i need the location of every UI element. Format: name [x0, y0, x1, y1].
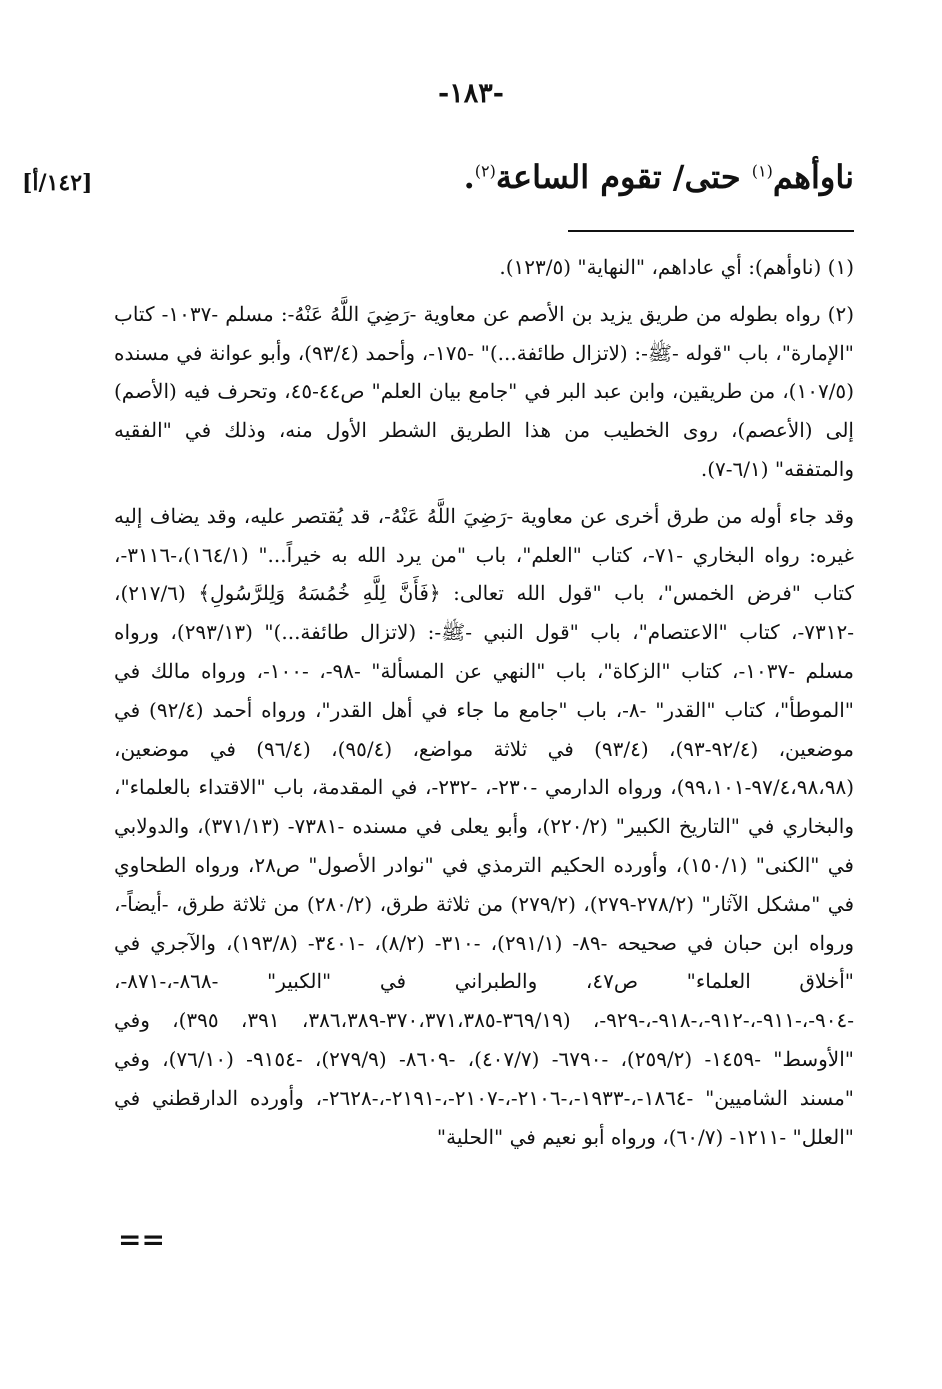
main-text-before: ناوأهم — [772, 158, 854, 196]
continuation-mark: == — [118, 1223, 165, 1256]
page-number: -١٨٣- — [438, 78, 504, 109]
footnote-ref-2: (٢) — [474, 161, 496, 181]
footnote-2: (٢) رواه بطوله من طريق يزيد بن الأصم عن معاوية -رَضِيَ اللَّهُ عَنْهُ-: مسلم -١٠٣٧- كتاب "الإمارة"، باب "قوله -ﷺ-: (لاتزال طائفة...)" -١٧٥-، وأحمد (٩٣/٤)، وأبو عوانة في مسنده (١٠٧/٥)، من طريقين، وابن عبد البر في "جامع بيان العلم" ص٤٤-٤٥، وتحرف فيه (الأصم) إلى (الأعصم)، روى الخطيب من هذا الطريق الشطر الأول منه، وذلك في "الفقيه والمتفقه" (٦/١-٧). — [114, 301, 854, 481]
main-text-line — [94, 158, 854, 196]
footnote-ref-1: (١) — [751, 161, 773, 181]
footnote-2-continuation: وقد جاء أوله من طرق أخرى عن معاوية -رَضِيَ اللَّهُ عَنْهُ-، قد يُقتصر عليه، وقد يضاف إليه غيره: رواه البخاري -٧١-، كتاب "العلم"، باب "من يرد الله به خيراً..." (١٦٤/١)،-٣١١٦-، كتاب "فرض الخمس"، باب "قول الله تعالى: ﴿فَأَنَّ لِلَّهِ خُمُسَهُ وَلِلرَّسُولِ﴾ (٢١٧/٦)، -٧٣١٢-، كتاب "الاعتصام"، باب "قول النبي -ﷺ-: (لاتزال طائفة...)" (٢٩٣/١٣)، ورواه مسلم -١٠٣٧-، كتاب "الزكاة"، باب "النهي عن المسألة" -٩٨-، -١٠٠-، ورواه مالك في "الموطأ"، كتاب "القدر" -٨-، باب "جامع ما جاء في أهل القدر"، ورواه أحمد (٩٢/٤) في موضعين، (٩٢/٤-٩٣)، (٩٣/٤) في ثلاثة مواضع، (٩٥/٤)، (٩٦/٤) في موضعين، (٩٧/٤،٩٨،٩٨-٩٩،١٠١)، ورواه الدارمي -٢٣٠-، -٢٣٢-، في المقدمة، باب "الاقتداء بالعلماء"، والبخاري في "التاريخ الكبير" (٢٢٠/٢)، وأبو يعلى في مسنده -٧٣٨١- (٣٧١/١٣)، والدولابي في "الكنى" (١٥٠/١)، وأورده الحكيم الترمذي في "نوادر الأصول" ص٢٨، ورواه الطحاوي في "مشكل الآثار" (٢٧٨/٢-٢٧٩)، (٢٧٩/٢) من ثلاثة طرق، (٢٨٠/٢) من ثلاثة طرق، -أيضاً-، ورواه ابن حبان في صحيحه -٨٩- (٢٩١/١)، -٣١٠- (٨/٢)، -٣٤٠١- (١٩٣/٨)، والآجري في "أخلاق العلماء" ص٤٧، والطبراني في "الكبير" -٨٦٨-،-٨٧١-، -٩٠٤-،-٩١١-،-٩١٢-،-٩١٨-،-٩٢٩-، (٣٦٩/١٩-٣٧٠،٣٧١،٣٨٥-٣٨٦،٣٨٩، ٣٩١، ٣٩٥)، وفي "الأوسط" -١٤٥٩- (٢٥٩/٢)، -٦٧٩٠- (٤٠٧/٧)، -٨٦٠٩- (٢٧٩/٩)، -٩١٥٤- (٧٦/١٠)، وفي "مسند الشاميين" -١٨٦٤-،-١٩٣٣-،-٢١٠٦-،-٢١٠٧-،-٢١٩١-،-٢٦٢٨-، وأورده الدارقطني في "العلل" -١٢١١- (٦٠/٧)، ورواه أبو نعيم في "الحلية" — [114, 503, 855, 1149]
main-text-end: . — [463, 158, 475, 196]
footnote-1: (١) (ناوأهم): أي عاداهم، "النهاية" (١٢٣/٥). — [499, 255, 854, 279]
footnote-separator — [568, 230, 854, 232]
footnotes — [114, 248, 854, 1156]
folio-marker: [١٤٢/أ] — [22, 170, 93, 196]
main-text-after: حتى/ تقوم الساعة — [495, 158, 752, 196]
